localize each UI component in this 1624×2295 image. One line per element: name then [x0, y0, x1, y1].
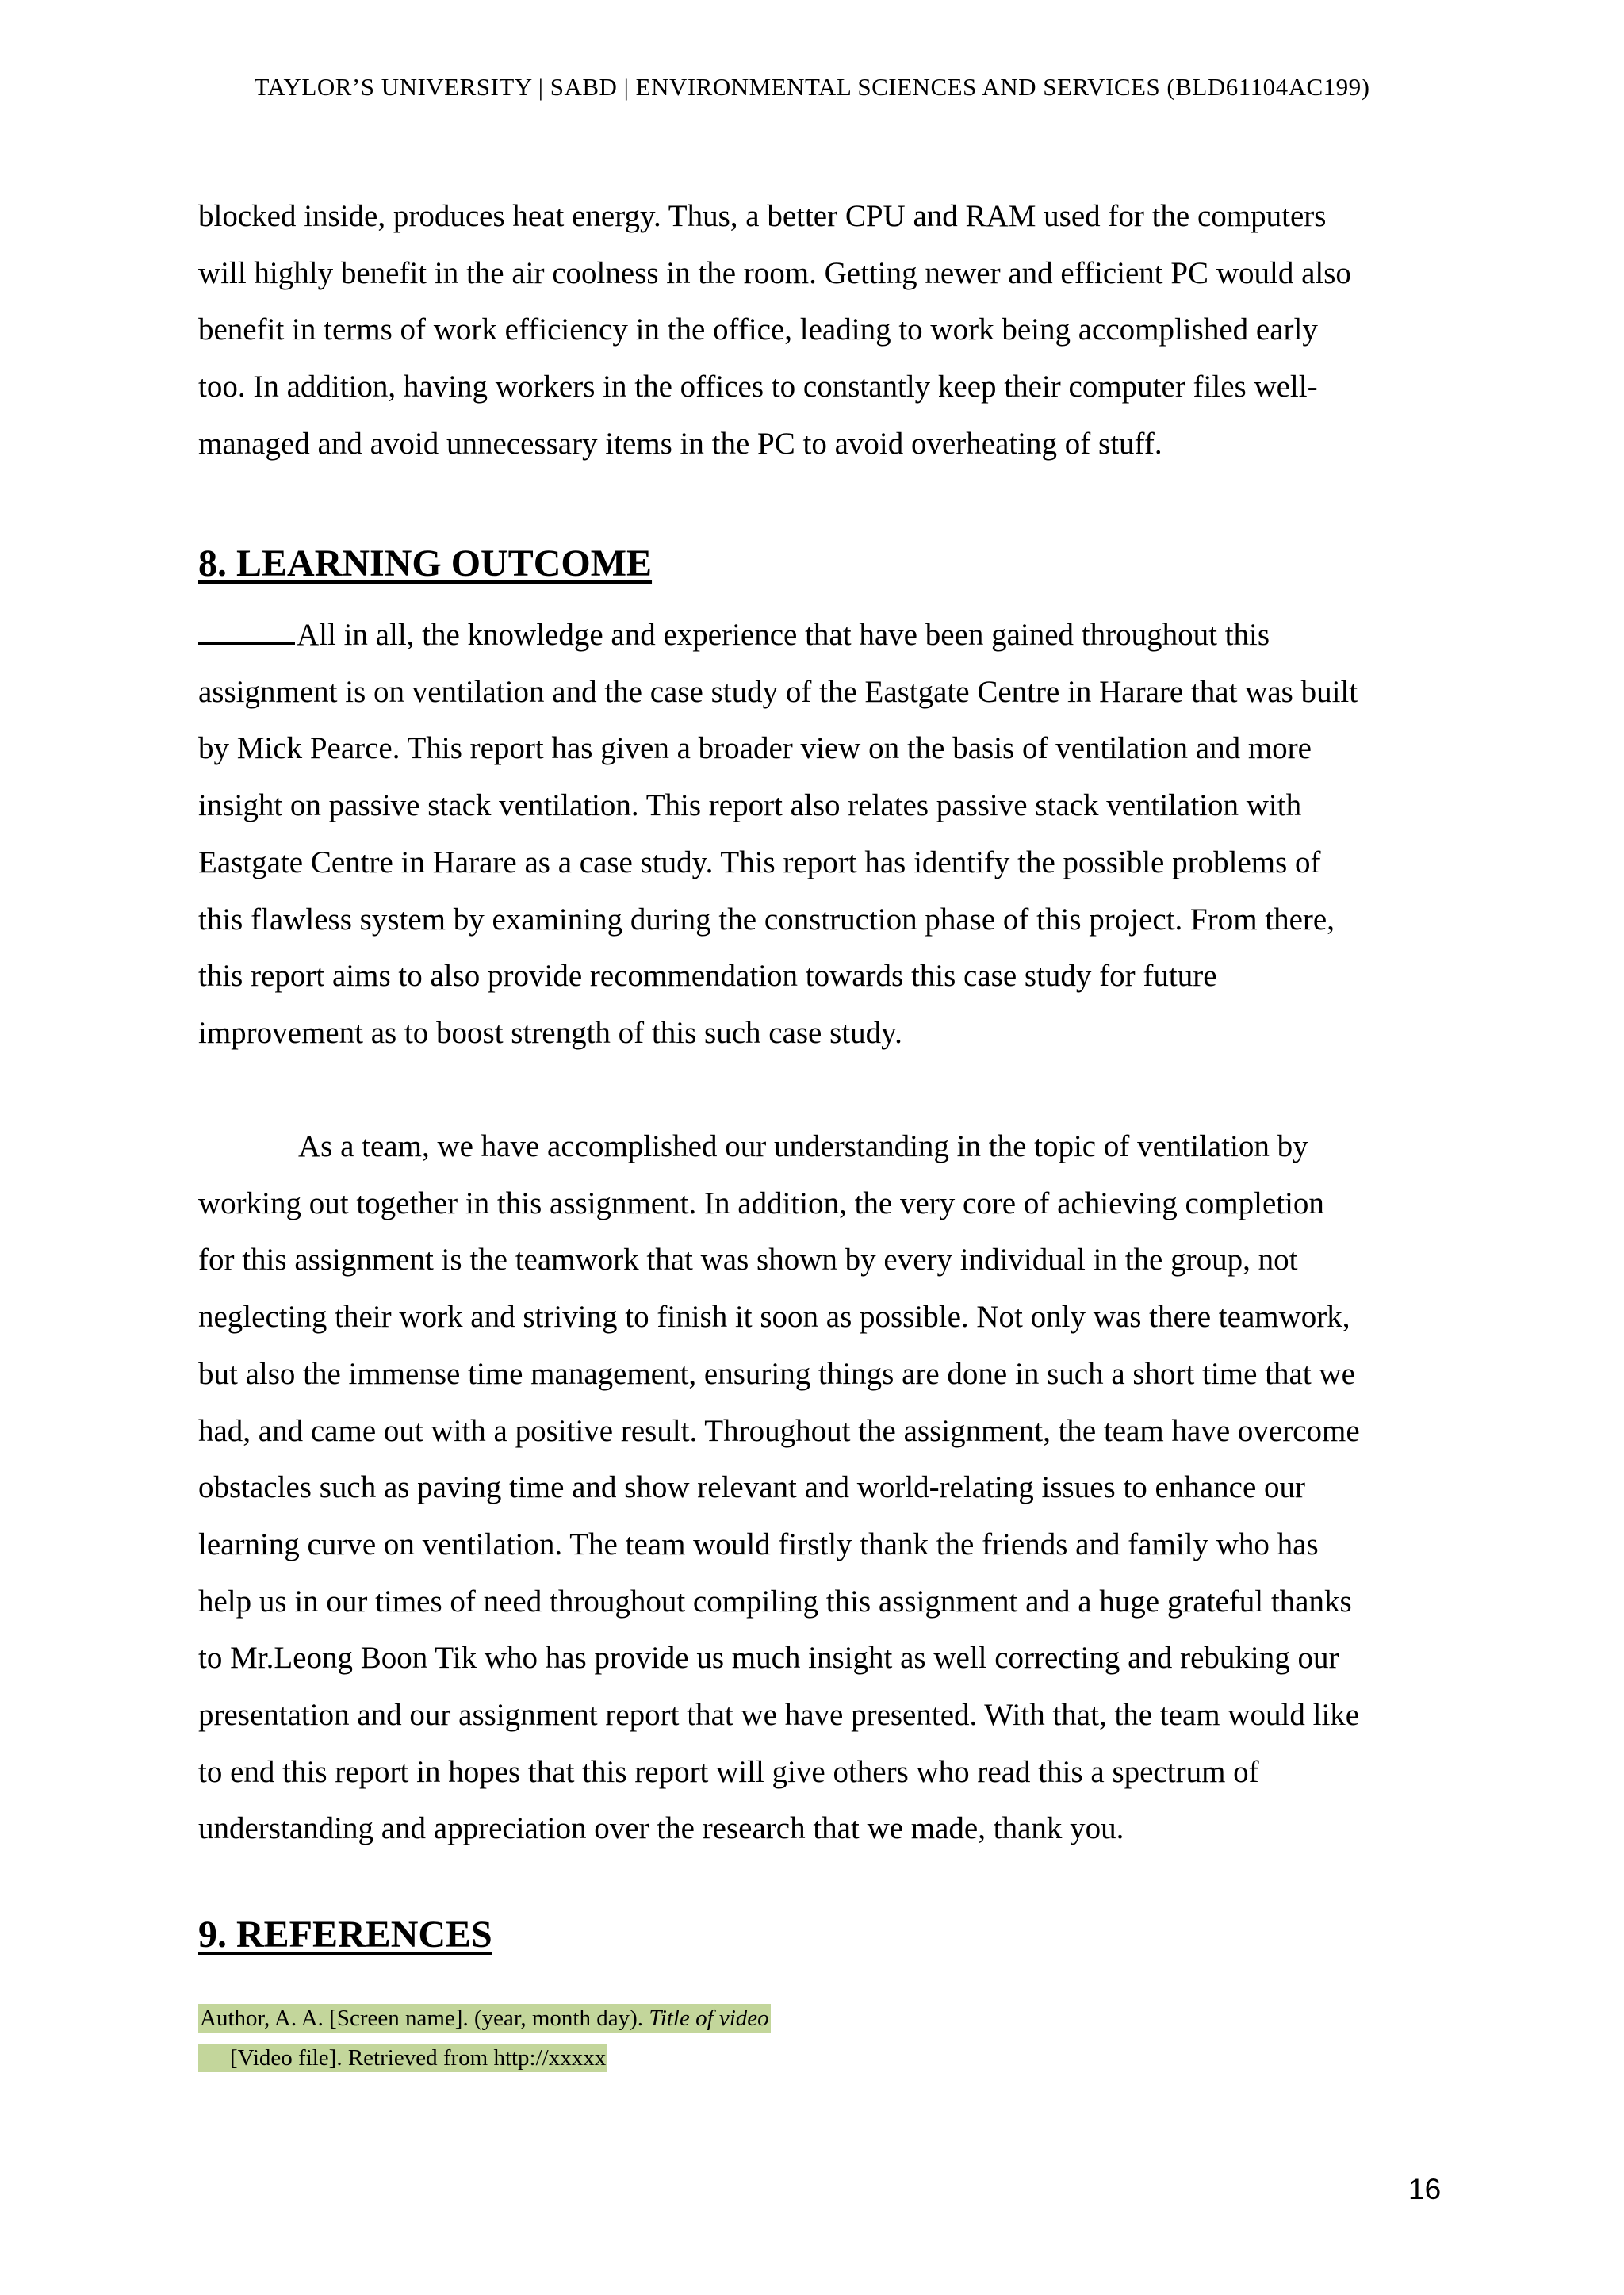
reference-entry-line-1: [198, 1998, 771, 2038]
page-number: 16: [1408, 2173, 1442, 2205]
highlighted-reference: [Video file]. Retrieved from http://xxxxx: [198, 2044, 607, 2072]
video-title: Title of video: [649, 2006, 769, 2031]
text-line: presentation and our assignment report that we have presented. With that, the team would like: [198, 1698, 1360, 1733]
text-line: will highly benefit in the air coolness in the room. Getting newer and efficient PC would also: [198, 255, 1351, 290]
text-line: [198, 607, 1443, 664]
text-line: this flawless system by examining during the construction phase of this project. From there,: [198, 902, 1335, 937]
text-line: blocked inside, produces heat energy. Thus, a better CPU and RAM used for the computers: [198, 199, 1327, 233]
text-line: improvement as to boost strength of this such case study.: [198, 1015, 902, 1050]
learning-outcome-paragraph-1: [198, 607, 1443, 1062]
text-line: help us in our times of need throughout compiling this assignment and a huge grateful thanks: [198, 1584, 1352, 1619]
text-line: assignment is on ventilation and the case study of the Eastgate Centre in Harare that was built: [198, 674, 1358, 709]
text-line: but also the immense time management, ensuring things are done in such a short time that we: [198, 1356, 1355, 1391]
text-line: obstacles such as paving time and show relevant and world-relating issues to enhance our: [198, 1470, 1306, 1505]
text-line: insight on passive stack ventilation. This report also relates passive stack ventilation with: [198, 788, 1302, 823]
text-line: to end this report in hopes that this report will give others who read this a spectrum of: [198, 1754, 1259, 1789]
text-line: understanding and appreciation over the research that we made, thank you.: [198, 1811, 1124, 1846]
text-line: this report aims to also provide recommendation towards this case study for future: [198, 959, 1217, 994]
text-line: working out together in this assignment. In addition, the very core of achieving completion: [198, 1186, 1324, 1220]
section-heading-references: 9. REFERENCES: [198, 1914, 492, 1956]
paragraph-continued: [198, 188, 1443, 473]
underline-blank: [198, 614, 295, 645]
text-line: to Mr.Leong Boon Tik who has provide us much insight as well correcting and rebuking our: [198, 1641, 1339, 1676]
text-line: neglecting their work and striving to finish it soon as possible. Not only was there teamwork,: [198, 1300, 1350, 1335]
reference-list: [198, 1998, 771, 2078]
running-header: TAYLOR’S UNIVERSITY | SABD | ENVIRONMENTAL SCIENCES AND SERVICES (BLD61104AC199): [254, 73, 1370, 101]
learning-outcome-paragraph-2: [198, 1118, 1443, 1857]
section-heading-learning-outcome: 8. LEARNING OUTCOME: [198, 542, 653, 584]
text-line-content: All in all, the knowledge and experience that have been gained throughout this: [297, 618, 1270, 652]
text-line: [198, 1118, 1443, 1175]
text-line: Eastgate Centre in Harare as a case study. This report has identify the possible problems of: [198, 845, 1321, 879]
text-line-content: As a team, we have accomplished our understanding in the topic of ventilation by: [298, 1129, 1308, 1163]
reference-entry-line-2: [198, 2038, 771, 2078]
text-line: too. In addition, having workers in the offices to constantly keep their computer files well-: [198, 370, 1318, 404]
text-line: learning curve on ventilation. The team would firstly thank the friends and family who has: [198, 1527, 1319, 1561]
text-line: managed and avoid unnecessary items in the PC to avoid overheating of stuff.: [198, 426, 1162, 461]
highlighted-reference: Author, A. A. [Screen name]. (year, month day). Title of video: [200, 2006, 769, 2031]
text-line: benefit in terms of work efficiency in the office, leading to work being accomplished early: [198, 312, 1318, 347]
text-line: by Mick Pearce. This report has given a broader view on the basis of ventilation and more: [198, 731, 1312, 766]
text-line: for this assignment is the teamwork that was shown by every individual in the group, not: [198, 1243, 1298, 1278]
text-line: had, and came out with a positive result. Throughout the assignment, the team have overcome: [198, 1413, 1360, 1448]
